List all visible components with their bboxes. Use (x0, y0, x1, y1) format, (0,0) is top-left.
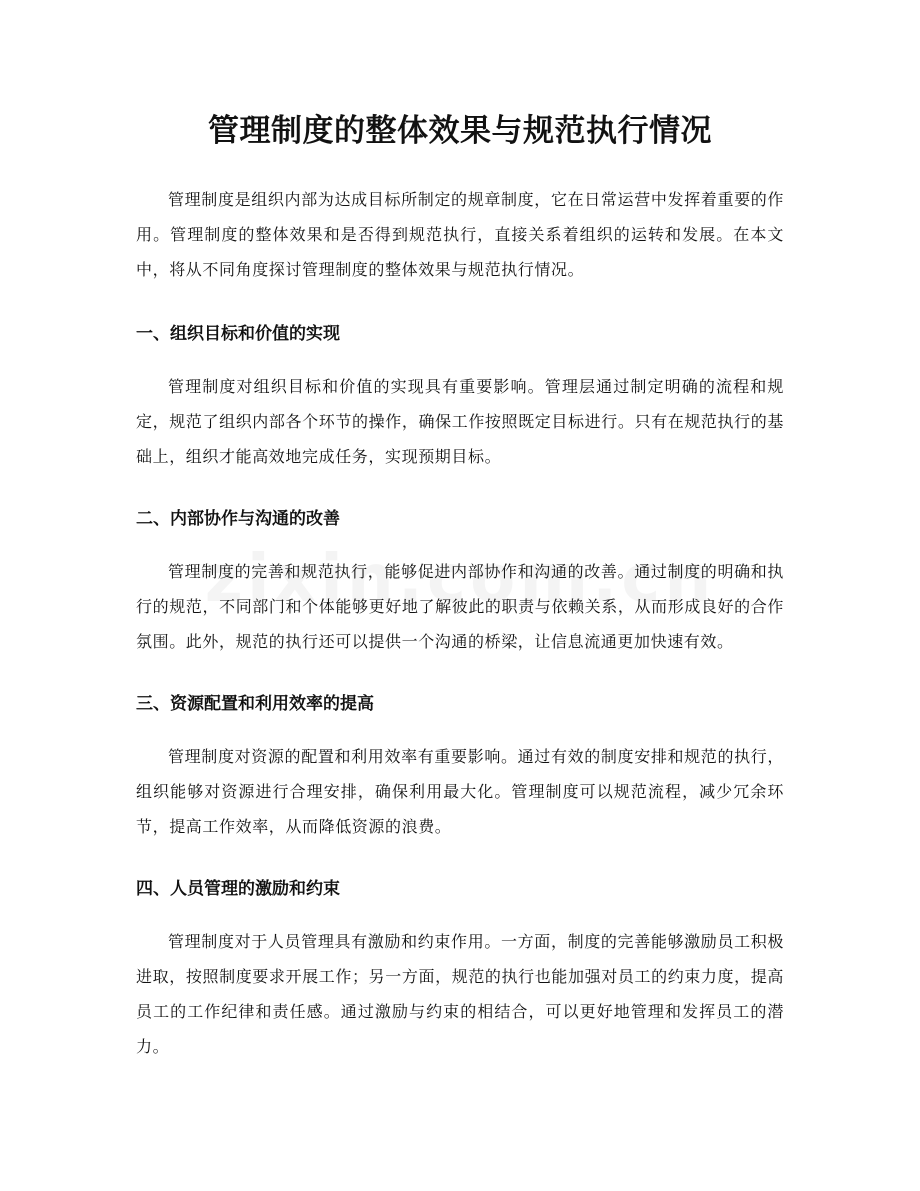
section-3 (136, 689, 784, 844)
section-paragraph: 管理制度对于人员管理具有激励和约束作用。一方面，制度的完善能够激励员工积极进取，按照制度要求开展工作；另一方面，规范的执行也能加强对员工的约束力度，提高员工的工作纪律和责任感。通过激励与约束的相结合，可以更好地管理和发挥员工的潜力。 (136, 932, 784, 1056)
section-paragraph: 管理制度对资源的配置和利用效率有重要影响。通过有效的制度安排和规范的执行，组织能够对资源进行合理安排，确保利用最大化。管理制度可以规范流程，减少冗余环节，提高工作效率，从而降低资源的浪费。 (136, 747, 784, 836)
section-heading: 四、人员管理的激励和约束 (136, 879, 340, 899)
section-paragraph: 管理制度对组织目标和价值的实现具有重要影响。管理层通过制定明确的流程和规定，规范了组织内部各个环节的操作，确保工作按照既定目标进行。只有在规范执行的基础上，组织才能高效地完成任务，实现预期目标。 (136, 377, 784, 466)
section-heading: 一、组织目标和价值的实现 (136, 324, 340, 344)
intro-paragraph: 管理制度是组织内部为达成目标所制定的规章制度，它在日常运营中发挥着重要的作用。管理制度的整体效果和是否得到规范执行，直接关系着组织的运转和发展。在本文中，将从不同角度探讨管理制度的整体效果与规范执行情况。 (136, 190, 784, 279)
section-2 (136, 504, 784, 659)
document-title: 管理制度的整体效果与规范执行情况 (208, 113, 712, 149)
section-1 (136, 319, 784, 474)
section-4 (136, 874, 784, 1064)
section-heading: 二、内部协作与沟通的改善 (136, 509, 340, 529)
section-paragraph: 管理制度的完善和规范执行，能够促进内部协作和沟通的改善。通过制度的明确和执行的规范，不同部门和个体能够更好地了解彼此的职责与依赖关系，从而形成良好的合作氛围。此外，规范的执行还可以提供一个沟通的桥梁，让信息流通更加快速有效。 (136, 562, 784, 651)
section-heading: 三、资源配置和利用效率的提高 (136, 694, 374, 714)
document-body (136, 182, 784, 1094)
